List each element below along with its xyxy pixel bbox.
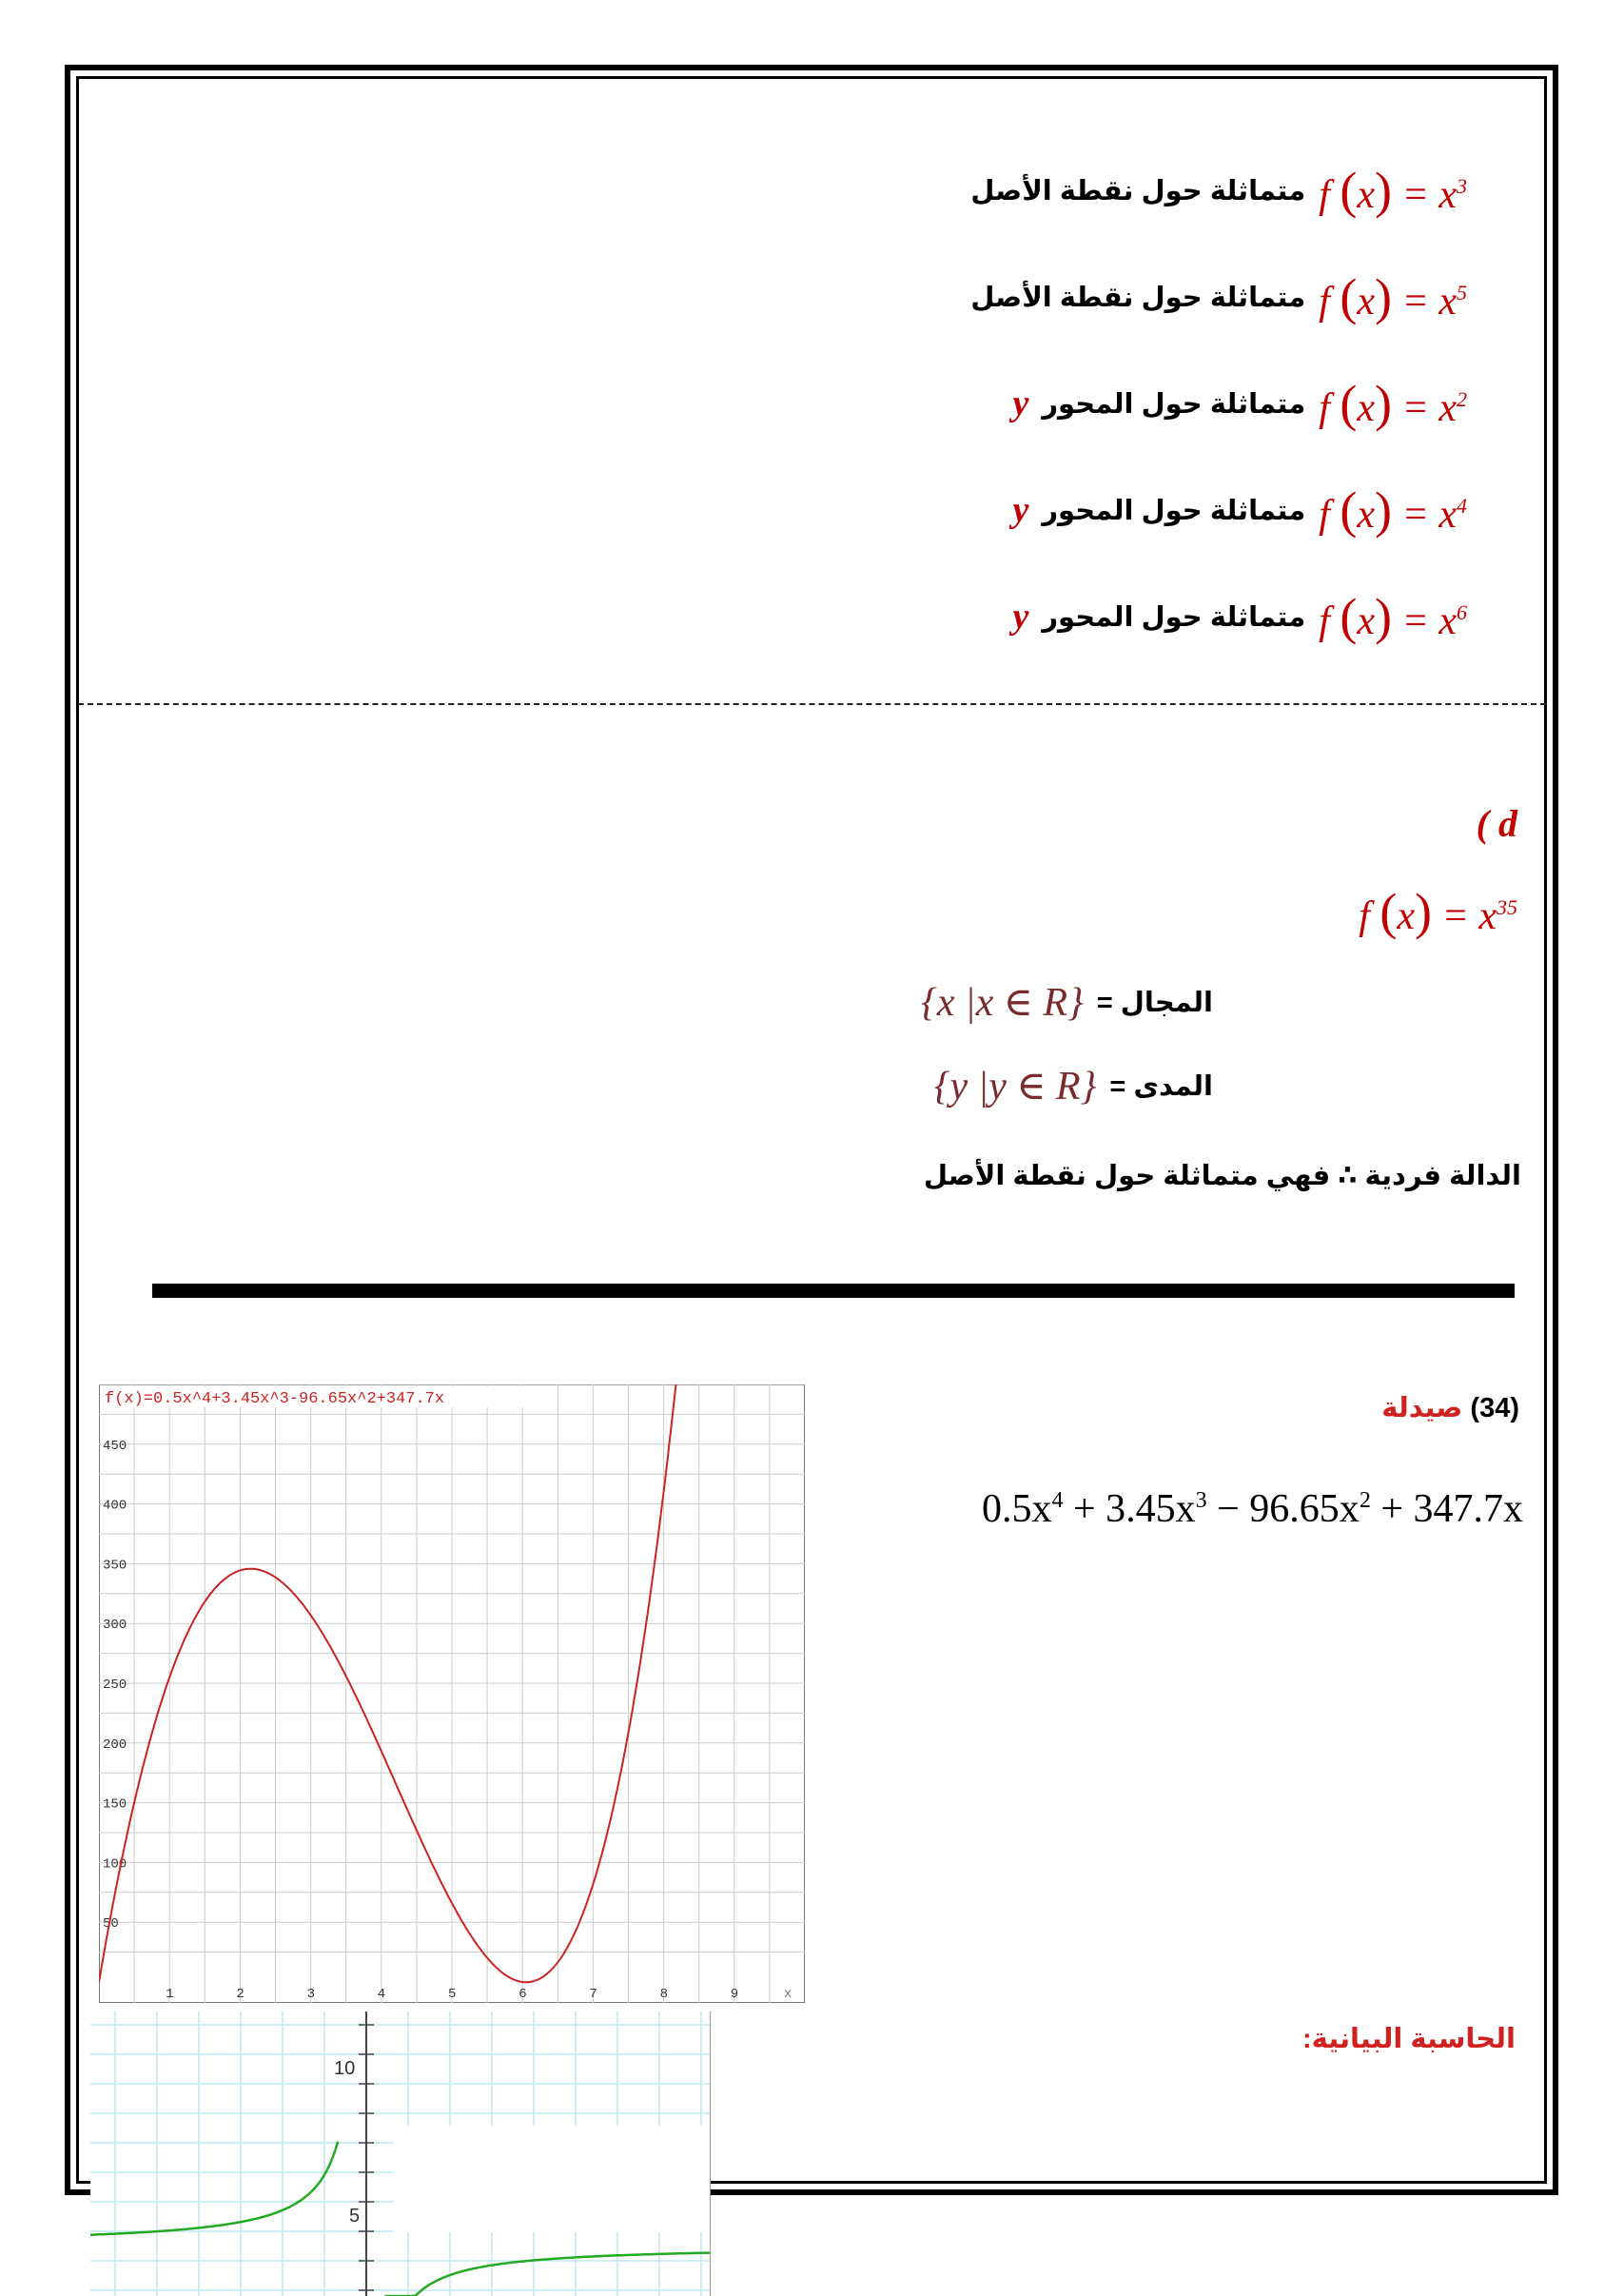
calculator-graph bbox=[90, 2011, 711, 2296]
domain-row bbox=[921, 973, 1213, 1030]
range-label: المدى = bbox=[1109, 1070, 1213, 1102]
y-tick-label: 350 bbox=[103, 1558, 127, 1574]
part-d-label: ( d bbox=[1476, 802, 1517, 845]
axis-symbol: y bbox=[1012, 490, 1029, 530]
symmetry-text: متماثلة حول المحور bbox=[1042, 495, 1306, 526]
symmetry-text: متماثلة حول المحور bbox=[1042, 601, 1306, 633]
y-tick-label: 50 bbox=[103, 1916, 119, 1933]
conclusion-text: الدالة فردية ∴ فهي متماثلة حول نقطة الأصل bbox=[923, 1161, 1521, 1191]
x-tick-label: 1 bbox=[166, 1987, 174, 2002]
range-row bbox=[934, 1057, 1213, 1114]
calculator-label: الحاسبة البيانية: bbox=[1302, 2024, 1516, 2054]
calc-tick-label-5: 5 bbox=[349, 2206, 361, 2227]
problem-number: (34) bbox=[1470, 1393, 1519, 1423]
domain-set: {x |x ∈ R} bbox=[921, 981, 1084, 1025]
range-set: {y |y ∈ R} bbox=[933, 1065, 1097, 1109]
calc-tick-label-10: 10 bbox=[334, 2058, 356, 2079]
y-tick-label: 250 bbox=[103, 1678, 127, 1693]
x-tick-label: 5 bbox=[448, 1987, 457, 2002]
x-tick-label: 4 bbox=[377, 1987, 386, 2002]
function-expression: f $(x) = x^2$ bbox=[1319, 375, 1467, 432]
x-tick-label: 6 bbox=[519, 1987, 527, 2002]
x-tick-label: 9 bbox=[730, 1987, 739, 2002]
section-divider bbox=[152, 1284, 1515, 1298]
y-tick-label: 200 bbox=[103, 1737, 127, 1753]
y-tick-label: 300 bbox=[103, 1618, 127, 1634]
symmetry-text: متماثلة حول نقطة الأصل bbox=[970, 282, 1306, 313]
symmetry-item bbox=[970, 268, 1467, 325]
y-tick-label: 400 bbox=[103, 1498, 127, 1514]
graph-grid bbox=[99, 1384, 805, 2003]
symmetry-text: متماثلة حول المحور bbox=[1042, 388, 1306, 420]
axis-symbol: y bbox=[1012, 383, 1029, 423]
function-expression: f $(x) = x^6$ bbox=[1319, 588, 1467, 645]
problem-title: صيدلة bbox=[1381, 1393, 1463, 1423]
symmetry-text: متماثلة حول نقطة الأصل bbox=[970, 175, 1306, 206]
y-tick-label: 150 bbox=[103, 1796, 127, 1813]
x-tick-label: 2 bbox=[236, 1987, 245, 2002]
domain-label: المجال = bbox=[1096, 987, 1213, 1018]
y-tick-label: 100 bbox=[103, 1856, 127, 1873]
dashed-divider bbox=[78, 703, 1546, 705]
axis-symbol: y bbox=[1012, 597, 1029, 637]
function-expression: f $(x) = x^3$ bbox=[1319, 162, 1467, 219]
symmetry-item bbox=[1012, 375, 1467, 432]
polynomial-graph bbox=[99, 1384, 805, 2003]
x-axis-label: x bbox=[784, 1987, 792, 2002]
function-expression: f $(x) = x^4$ bbox=[1319, 481, 1467, 539]
function-expression: f $(x) = x^5$ bbox=[1319, 268, 1467, 325]
symmetry-item bbox=[1012, 481, 1467, 539]
part-d-function: f $(x) = x^{35}$ bbox=[1359, 883, 1517, 940]
y-tick-label: 450 bbox=[103, 1438, 127, 1454]
problem-34-heading bbox=[1381, 1391, 1519, 1424]
x-tick-label: 7 bbox=[589, 1987, 597, 2002]
symmetry-item bbox=[970, 162, 1467, 219]
x-tick-label: 3 bbox=[306, 1987, 316, 2002]
x-tick-label: 8 bbox=[659, 1987, 669, 2002]
calc-graph-occlusion bbox=[393, 2126, 711, 2232]
symmetry-item bbox=[1012, 588, 1467, 645]
graph-title: f(x)=0.5x^4+3.45x^3-96.65x^2+347.7x bbox=[105, 1390, 445, 1408]
polynomial-expression: $0.5x^4 + 3.45x^3 - 96.65x^2 + 347.7x$ bbox=[981, 1487, 1523, 1531]
